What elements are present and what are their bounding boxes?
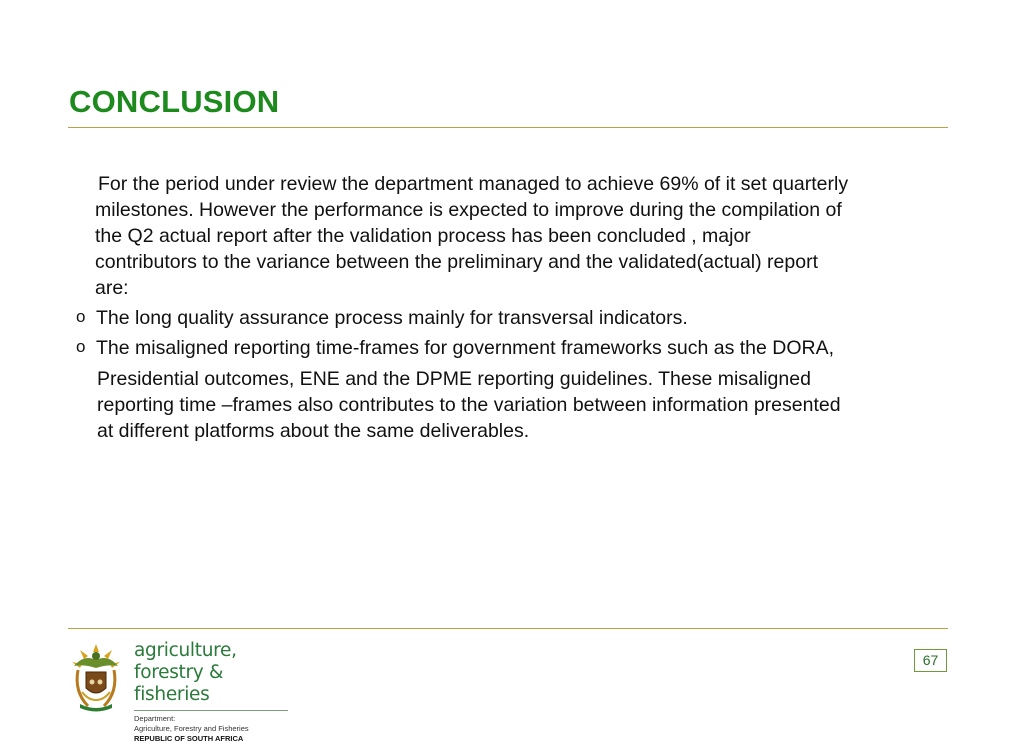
slide-title: CONCLUSION	[69, 84, 280, 119]
bullet-item	[76, 305, 956, 331]
brand-line-2: forestry & fisheries	[134, 662, 224, 705]
bullet-item	[76, 335, 956, 444]
bullet-line: Presidential outcomes, ENE and the DPME reporting guidelines. These misaligned	[97, 368, 811, 390]
bullet-text	[96, 335, 956, 444]
department-logo	[68, 640, 298, 743]
country-name: REPUBLIC OF SOUTH AFRICA	[134, 734, 244, 743]
bullet-line	[96, 366, 956, 444]
intro-paragraph	[95, 171, 955, 301]
footer-divider	[68, 628, 948, 629]
page-number: 67	[914, 649, 947, 672]
intro-line: milestones. However the performance is expected to improve during the compilation of	[95, 199, 842, 221]
bullet-marker: o	[76, 337, 86, 356]
bullet-line: reporting time –frames also contributes to the variation between information presented	[97, 394, 841, 416]
department-name: Agriculture, Forestry and Fisheries	[134, 724, 249, 733]
bullet-line: at different platforms about the same deliverables.	[97, 420, 530, 442]
title-divider	[68, 127, 948, 128]
intro-line: the Q2 actual report after the validation process has been concluded , major	[95, 225, 751, 247]
slide-body	[76, 171, 956, 448]
brand-separator	[134, 710, 288, 711]
bullet-text: The long quality assurance process mainly for transversal indicators.	[96, 307, 688, 329]
intro-line: For the period under review the department managed to achieve 69% of it set quarterly	[98, 173, 849, 195]
coat-of-arms-icon	[68, 640, 124, 712]
intro-line: contributors to the variance between the preliminary and the validated(actual) report	[95, 251, 818, 273]
brand-line-1: agriculture,	[134, 640, 237, 661]
department-label: Department:	[134, 714, 176, 723]
department-wordmark	[134, 640, 298, 744]
bullet-marker: o	[76, 307, 86, 326]
bullet-line: The misaligned reporting time-frames for government frameworks such as the DORA,	[96, 337, 835, 359]
intro-line: are:	[95, 277, 129, 299]
